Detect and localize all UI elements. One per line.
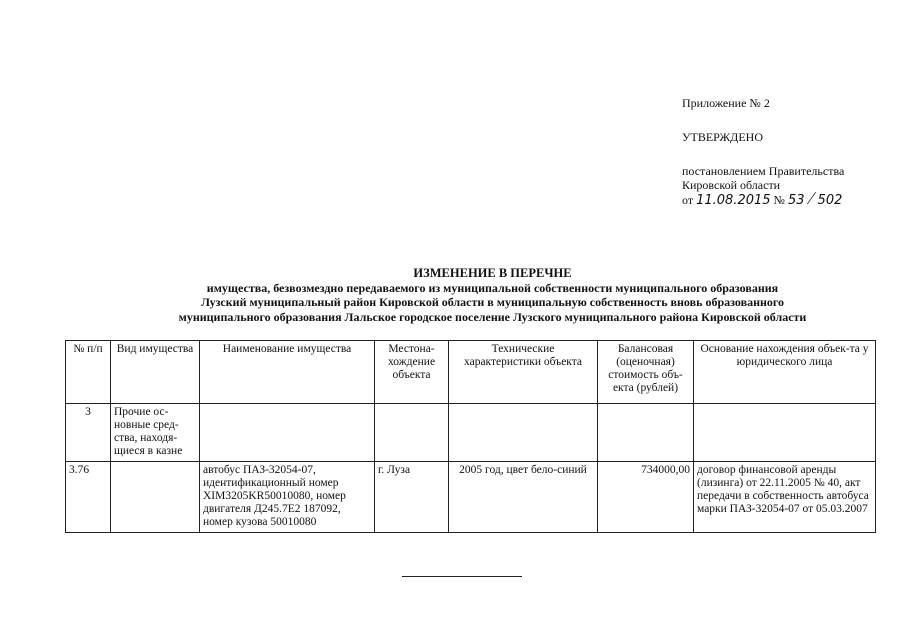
header-location: Местона-хождение объекта (375, 341, 449, 404)
document-title (120, 266, 865, 324)
table-header-row (66, 341, 876, 404)
handwritten-number-left: 53 (787, 193, 805, 208)
cell-item-specs: 2005 год, цвет бело-синий (449, 462, 598, 533)
handwritten-date: 11.08.2015 (696, 193, 771, 208)
handwritten-slash-mark: / (804, 188, 818, 208)
header-number: № п/п (66, 341, 111, 404)
cell-item-number: 3.76 (66, 462, 111, 533)
table-row-item (66, 462, 876, 533)
decree-line-1: постановлением Правительства (682, 164, 845, 178)
cell-item-location: г. Луза (375, 462, 449, 533)
cell-group-empty-value (598, 404, 694, 462)
number-sign: № (773, 193, 785, 207)
cell-group-empty-basis (694, 404, 876, 462)
cell-group-empty-location (375, 404, 449, 462)
title-line-1: имущества, безвозмездно передаваемого из муниципальной собственности муниципального образования (206, 280, 779, 295)
header-basis: Основание нахождения объек-та у юридического лица (694, 341, 876, 404)
property-table (65, 340, 876, 533)
approved-label: УТВЕРЖДЕНО (682, 130, 764, 144)
cell-group-kind: Прочие ос-новные сред-ства, находя-щиеся в казне (111, 404, 200, 462)
table-row-group (66, 404, 876, 462)
footer-divider (402, 576, 522, 577)
cell-group-number: 3 (66, 404, 111, 462)
cell-group-empty-specs (449, 404, 598, 462)
cell-item-kind (111, 462, 200, 533)
cell-item-value: 734000,00 (598, 462, 694, 533)
title-line-2: Лузский муниципальный район Кировской области в муниципальную собственность вновь образованного (200, 295, 785, 309)
decree-date-line (682, 188, 897, 208)
main-title: ИЗМЕНЕНИЕ В ПЕРЕЧНЕ (413, 266, 572, 280)
cell-group-empty-name (200, 404, 375, 462)
appendix-label: Приложение № 2 (682, 96, 770, 110)
cell-item-basis: договор финансовой аренды (лизинга) от 22.11.2005 № 40, акт передачи в собственность автобуса марки ПАЗ-32054-07 от 05.03.2007 (694, 462, 876, 533)
handwritten-number-right: 502 (817, 193, 843, 208)
date-prefix: от (682, 193, 694, 207)
approval-block (682, 96, 897, 208)
header-kind: Вид имущества (111, 341, 200, 404)
header-value: Балансовая (оценочная) стоимость объ-екта (рублей) (598, 341, 694, 404)
cell-item-name: автобус ПАЗ-32054-07, идентификационный номер XIM3205KR50010080, номер двигателя Д245.7Е2 187092, номер кузова 50010080 (200, 462, 375, 533)
title-line-3: муниципального образования Лальское городское поселение Лузского муниципального района Кировской области (178, 309, 807, 324)
header-name: Наименование имущества (200, 341, 375, 404)
header-specs: Технические характеристики объекта (449, 341, 598, 404)
decree-line-2: Кировской области (682, 178, 781, 192)
